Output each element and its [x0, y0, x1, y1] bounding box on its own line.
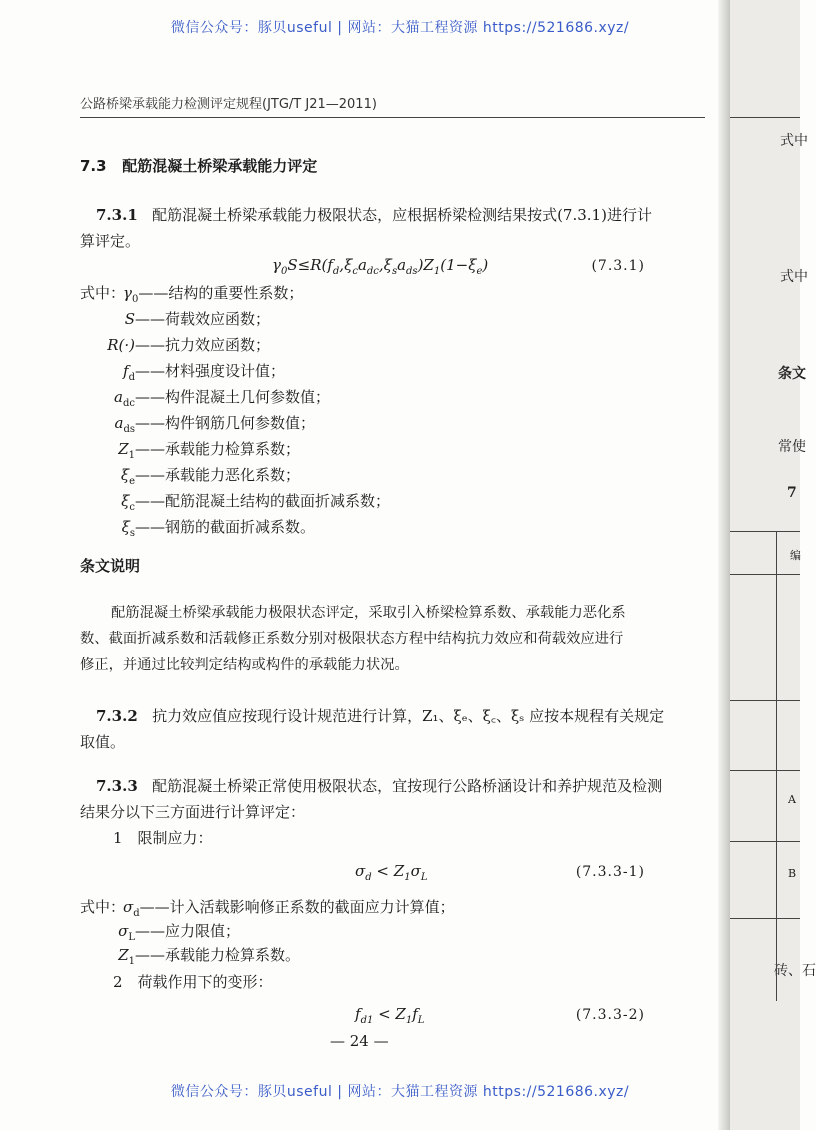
- definition-item: [125, 309, 270, 329]
- adjacent-table-rule: [730, 574, 800, 575]
- where-lead: 式中：: [80, 284, 126, 302]
- definition-item: [118, 945, 300, 972]
- definition-text: ——构件混凝土几何参数值；: [135, 388, 331, 406]
- adjacent-text: 常使: [778, 439, 806, 455]
- adjacent-table-rule: [730, 918, 800, 919]
- clause-text: 抗力效应值应按现行设计规范进行计算，Z₁、ξₑ、ξ꜀、ξₛ 应按本规程有关规定: [152, 707, 665, 725]
- definition-symbol: $\xi_e$: [120, 466, 135, 487]
- adjacent-text: 式中: [780, 269, 808, 285]
- clause-7-3-1-line1: [96, 205, 652, 225]
- definition-item: [121, 491, 390, 518]
- watermark-bottom: 微信公众号：豚贝useful | 网站：大猫工程资源 https://521686.xyz/: [170, 1084, 630, 1100]
- definition-symbol: R(·): [107, 336, 135, 354]
- formula-7-3-3-2: $f_{d1} < Z_1f_L$: [355, 1005, 425, 1026]
- definition-item: [114, 387, 330, 414]
- definition-text: ——承载能力检算系数。: [135, 946, 301, 964]
- definition-symbol: $\gamma_0$: [123, 284, 139, 305]
- equation-number: (7.3.3-2): [575, 1007, 645, 1023]
- definition-text: ——钢筋的截面折减系数。: [135, 518, 316, 536]
- list-item-1: 1 限制应力：: [113, 829, 213, 847]
- definition-item: [107, 335, 270, 355]
- equation-number: (7.3.1): [591, 258, 645, 274]
- adjacent-table-vline: [776, 531, 777, 1001]
- clause-text: 配筋混凝土桥梁正常使用极限状态，宜按现行公路桥涵设计和养护规范及检测: [152, 777, 663, 795]
- definition-text: ——结构的重要性系数；: [138, 284, 304, 302]
- explanation-title: 条文说明: [80, 557, 141, 575]
- explanation-line: 配筋混凝土桥梁承载能力极限状态评定，采取引入桥梁检算系数、承载能力恶化系: [111, 605, 626, 621]
- adjacent-text: 砖、石: [774, 963, 816, 979]
- explanation-line: 修正，并通过比较判定结构或构件的承载能力状况。: [80, 657, 409, 673]
- where-lead: 式中：: [80, 898, 126, 916]
- header-rule: [80, 117, 705, 118]
- definition-text: ——承载能力检算系数；: [135, 440, 301, 458]
- definition-symbol: S: [124, 310, 135, 328]
- definition-text: ——抗力效应函数；: [135, 336, 271, 354]
- adjacent-page-strip: [730, 0, 816, 1130]
- adjacent-text: 条文: [778, 366, 806, 382]
- definition-item: [121, 465, 300, 492]
- adjacent-text: 编: [790, 549, 801, 562]
- definition-item: [123, 283, 303, 310]
- list-item-2: 2 荷载作用下的变形：: [113, 973, 273, 991]
- clause-7-3-3-line1: [96, 776, 662, 796]
- definition-item: [123, 361, 285, 388]
- definition-symbol: $\xi_s$: [121, 518, 135, 539]
- definition-text: ——材料强度设计值；: [135, 362, 286, 380]
- adjacent-table-rule: [730, 841, 800, 842]
- page-number: — 24 —: [330, 1032, 389, 1050]
- adjacent-table-rule: [730, 700, 800, 701]
- clause-number: 7.3.3: [96, 777, 138, 795]
- definition-text: ——配筋混凝土结构的截面折减系数；: [135, 492, 391, 510]
- adjacent-text: B: [788, 867, 797, 880]
- adjacent-text: 7: [787, 485, 797, 501]
- definition-text: ——构件钢筋几何参数值；: [135, 414, 316, 432]
- definition-symbol: $Z_1$: [118, 440, 135, 461]
- definition-text: ——承载能力恶化系数；: [135, 466, 301, 484]
- clause-number: 7.3.2: [96, 707, 138, 725]
- definition-text: ——计入活载影响修正系数的截面应力计算值；: [139, 898, 455, 916]
- section-number: 7.3: [80, 157, 107, 175]
- definition-symbol: $a_{ds}$: [114, 414, 135, 435]
- definition-symbol: $f_d$: [123, 362, 135, 383]
- clause-7-3-2-line1: [96, 706, 664, 726]
- definition-text: ——荷载效应函数；: [135, 310, 271, 328]
- section-heading: [80, 156, 317, 176]
- definition-symbol: $\sigma_d$: [123, 898, 140, 919]
- adjacent-table-rule: [730, 770, 800, 771]
- definition-item: [118, 439, 300, 466]
- equation-number: (7.3.3-1): [575, 864, 645, 880]
- clause-7-3-1-line2: 算评定。: [80, 232, 141, 250]
- formula-7-3-3-1: $\sigma_d < Z_1\sigma_L$: [355, 862, 428, 883]
- adjacent-text: A: [788, 793, 796, 806]
- definition-item: [123, 897, 455, 924]
- definition-item: [118, 921, 240, 948]
- running-header: 公路桥梁承载能力检测评定规程(JTG/T J21—2011): [80, 97, 377, 112]
- clause-7-3-3-line2: 结果分以下三方面进行计算评定：: [80, 803, 306, 821]
- clause-text: 配筋混凝土桥梁承载能力极限状态，应根据桥梁检测结果按式(7.3.1)进行计: [152, 206, 652, 224]
- clause-7-3-2-line2: 取值。: [80, 733, 126, 751]
- definition-symbol: $a_{dc}$: [114, 388, 135, 409]
- adjacent-table-rule: [730, 531, 800, 532]
- clause-number: 7.3.1: [96, 206, 138, 224]
- definition-text: ——应力限值；: [135, 922, 241, 940]
- watermark-top: 微信公众号：豚贝useful | 网站：大猫工程资源 https://521686.xyz/: [170, 20, 630, 36]
- section-title: 配筋混凝土桥梁承载能力评定: [122, 157, 318, 175]
- definition-item: [122, 517, 315, 544]
- adjacent-text: 式中: [780, 133, 808, 149]
- definition-symbol: $\xi_c$: [121, 492, 135, 513]
- adjacent-header-rule: [730, 117, 800, 118]
- definition-item: [115, 413, 316, 440]
- definition-symbol: $\sigma_L$: [118, 922, 135, 943]
- definition-symbol: $Z_1$: [118, 946, 135, 967]
- explanation-line: 数、截面折减系数和活载修正系数分别对极限状态方程中结构抗力效应和荷载效应进行: [80, 631, 624, 647]
- formula-7-3-1: $\gamma_0S\le R(f_d,\xi_ca_{dc},\xi_sa_{ds})Z_1(1-\xi_e)$: [272, 256, 489, 277]
